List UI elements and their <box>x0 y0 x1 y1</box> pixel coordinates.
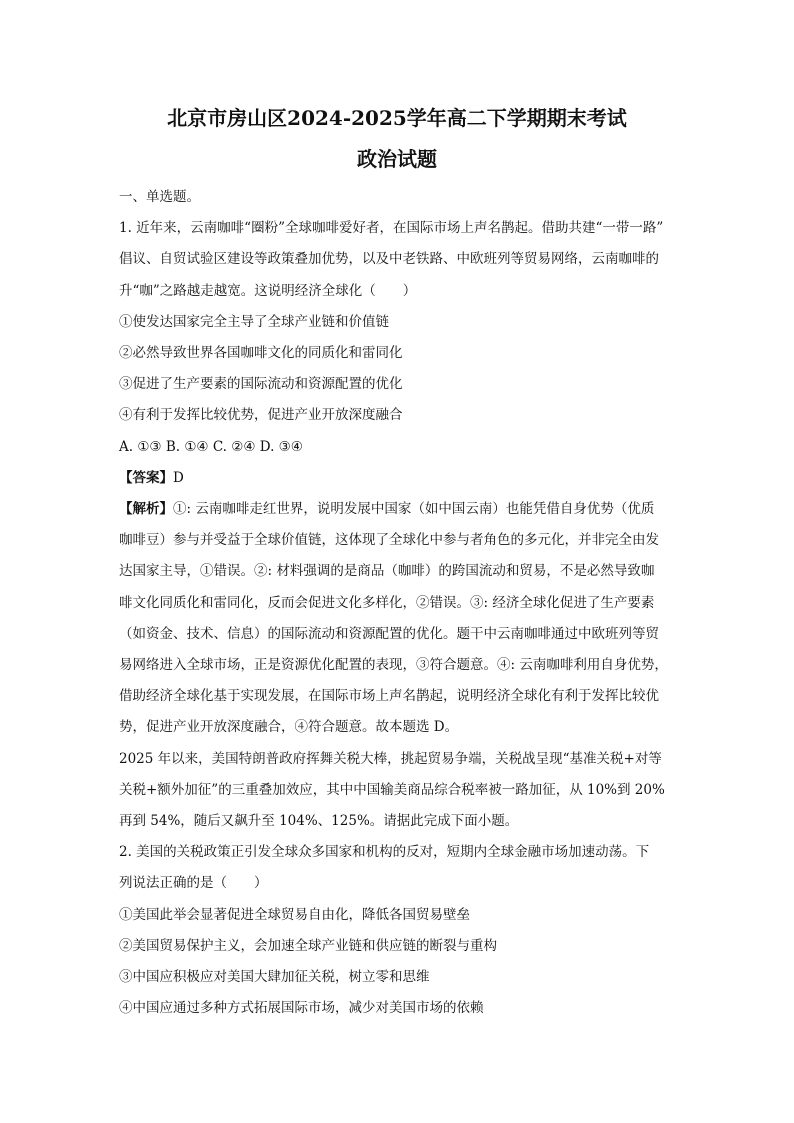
analysis-text: ①: 云南咖啡走红世界，说明发展中国家（如中国云南）也能凭借自身优势（优质 <box>173 501 655 518</box>
analysis-line: 啡文化同质化和雷同化，反而会促进文化多样化，②错误。③: 经济全球化促进了生产要素 <box>119 594 655 611</box>
option-3: ③促进了生产要素的国际流动和资源配置的优化 <box>119 376 403 393</box>
option-2: ②美国贸易保护主义，会加速全球产业链和供应链的断裂与重构 <box>119 937 497 954</box>
option-1: ①美国此举会显著促进全球贸易自由化，降低各国贸易壁垒 <box>119 906 470 923</box>
page-title: 北京市房山区2024-2025学年高二下学期期末考试 <box>167 106 627 130</box>
question-line: 倡议、自贸试验区建设等政策叠加优势，以及中老铁路、中欧班列等贸易网络，云南咖啡的 <box>119 251 659 268</box>
question-line: 升“咖”之路越走越宽。这说明经济全球化（ ） <box>119 282 417 299</box>
answer-tag: 【答案】 <box>119 469 173 486</box>
page-subtitle: 政治试题 <box>357 147 437 171</box>
analysis-line: 借助经济全球化基于实现发展，在国际市场上声名鹊起，说明经济全球化有利于发挥比较优 <box>119 688 659 705</box>
option-1: ①使发达国家完全主导了全球产业链和价值链 <box>119 313 389 330</box>
analysis-line: 达国家主导，①错误。②: 材料强调的是商品（咖啡）的跨国流动和贸易，不是必然导致咖 <box>119 563 655 580</box>
question-2 <box>119 837 675 1024</box>
analysis-tag: 【解析】 <box>119 501 173 518</box>
material-passage <box>119 744 675 838</box>
analysis-line: 易网络进入全球市场，正是资源优化配置的表现，③符合题意。④: 云南咖啡利用自身优势， <box>119 657 668 674</box>
exam-content <box>119 182 675 1024</box>
answer-choices: A. ①③ B. ①④ C. ②④ D. ③④ <box>119 438 303 455</box>
answer-line <box>119 463 675 494</box>
answer-value: D <box>173 469 184 486</box>
section-heading: 一、单选题。 <box>119 189 200 205</box>
option-3: ③中国应积极应对美国大肆加征关税，树立零和思维 <box>119 969 430 986</box>
material-line: 2025 年以来，美国特朗普政府挥舞关税大棒，挑起贸易争端，关税战呈现“基准关税+对等 <box>119 750 662 767</box>
option-4: ④有利于发挥比较优势，促进产业开放深度融合 <box>119 407 403 424</box>
material-line: 再到 54%，随后又飙升至 104%、125%。请据此完成下面小题。 <box>119 813 519 830</box>
question-line: 2. 美国的关税政策正引发全球众多国家和机构的反对，短期内全球金融市场加速动荡。下 <box>119 844 650 861</box>
analysis-line: 咖啡豆）参与并受益于全球价值链，这体现了全球化中参与者角色的多元化，并非完全由发 <box>119 532 659 549</box>
analysis-line: 势，促进产业开放深度融合，④符合题意。故本题选 D。 <box>119 719 459 736</box>
analysis-line: （如资金、技术、信息）的国际流动和资源配置的优化。题干中云南咖啡通过中欧班列等贸 <box>119 625 659 642</box>
analysis-line <box>119 494 675 525</box>
material-line: 关税+额外加征”的三重叠加效应，其中中国输美商品综合税率被一路加征，从 10%到 20% <box>119 781 665 798</box>
option-2: ②必然导致世界各国咖啡文化的同质化和雷同化 <box>119 345 403 362</box>
question-line: 1. 近年来，云南咖啡“圈粉”全球咖啡爱好者，在国际市场上声名鹊起。借助共建“一带一路” <box>119 220 664 237</box>
question-line: 列说法正确的是（ ） <box>119 875 268 892</box>
option-4: ④中国应通过多种方式拓展国际市场，减少对美国市场的依赖 <box>119 1000 484 1017</box>
question-1 <box>119 213 675 743</box>
